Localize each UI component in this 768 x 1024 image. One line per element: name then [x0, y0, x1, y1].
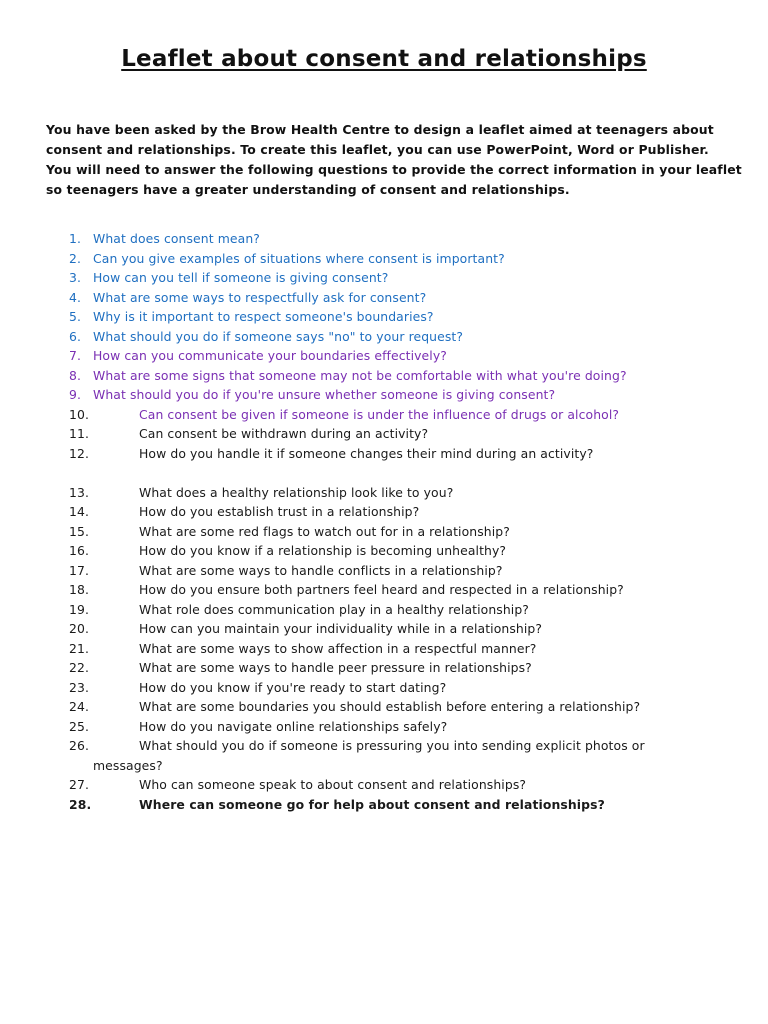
- question-text: Can consent be given if someone is under the influence of drugs or alcohol?: [139, 406, 620, 422]
- question-number: 13.: [69, 484, 90, 500]
- list-item: [0, 600, 768, 620]
- list-item: [0, 736, 768, 775]
- question-text: How can you communicate your boundaries effectively?: [93, 348, 447, 363]
- question-number: 5.: [69, 309, 82, 324]
- list-item: [0, 775, 768, 795]
- list-item: [0, 288, 768, 308]
- question-number: 9.: [69, 387, 82, 402]
- intro-line: so teenagers have a greater understanding of consent and relationships.: [46, 182, 570, 197]
- question-text: Can consent be withdrawn during an activity?: [139, 426, 429, 441]
- list-item: [0, 424, 768, 444]
- list-item: [0, 502, 768, 522]
- list-item: [0, 541, 768, 561]
- question-text: Can you give examples of situations where consent is important?: [93, 250, 505, 266]
- list-item: [0, 249, 768, 269]
- list-item: [0, 229, 768, 249]
- question-number: 7.: [69, 348, 82, 363]
- question-number: 11.: [69, 426, 90, 441]
- list-item: [0, 327, 768, 347]
- question-number: 23.: [69, 679, 90, 695]
- list-item: [0, 444, 768, 464]
- question-number: 4.: [69, 289, 82, 305]
- list-item: [0, 346, 768, 366]
- question-number: 24.: [69, 699, 90, 714]
- question-text: What does a healthy relationship look like to you?: [139, 484, 454, 500]
- question-number: 17.: [69, 562, 90, 578]
- question-number: 16.: [69, 543, 90, 558]
- question-number: 28.: [69, 796, 92, 812]
- list-item: [0, 307, 768, 327]
- intro-line: consent and relationships. To create this leaflet, you can use PowerPoint, Word or Publisher.: [46, 142, 709, 157]
- question-number: 18.: [69, 582, 90, 597]
- question-text: How can you tell if someone is giving consent?: [93, 270, 389, 285]
- list-item: [0, 522, 768, 542]
- list-item: [0, 561, 768, 581]
- question-text: Why is it important to respect someone's boundaries?: [93, 309, 434, 324]
- question-number: 12.: [69, 445, 90, 461]
- question-number: 6.: [69, 328, 82, 344]
- question-text: What are some ways to handle peer pressure in relationships?: [139, 660, 532, 675]
- question-text: What should you do if someone is pressuring you into sending explicit photos or: [139, 738, 645, 753]
- question-text: What are some boundaries you should establish before entering a relationship?: [139, 699, 641, 714]
- question-text: What are some ways to handle conflicts in a relationship?: [139, 562, 503, 578]
- intro-line: You have been asked by the Brow Health Centre to design a leaflet aimed at teenagers about: [46, 122, 714, 137]
- question-text: What should you do if someone says "no" to your request?: [93, 328, 464, 344]
- question-number: 22.: [69, 660, 90, 675]
- list-item: [0, 580, 768, 600]
- question-text: How do you establish trust in a relationship?: [139, 504, 420, 519]
- question-text: How do you navigate online relationships safely?: [139, 718, 448, 734]
- question-text: How do you ensure both partners feel heard and respected in a relationship?: [139, 582, 624, 597]
- question-number: 1.: [69, 231, 82, 246]
- question-text: What does consent mean?: [93, 231, 260, 246]
- question-number: 21.: [69, 640, 90, 656]
- question-text: What are some ways to respectfully ask for consent?: [93, 289, 427, 305]
- question-text: How do you know if you're ready to start dating?: [139, 679, 447, 695]
- intro-line: You will need to answer the following questions to provide the correct information in your leaflet: [46, 162, 742, 177]
- list-item: [0, 483, 768, 503]
- question-text: How can you maintain your individuality while in a relationship?: [139, 621, 543, 636]
- intro-paragraph: [46, 120, 742, 200]
- question-number: 2.: [69, 250, 82, 266]
- question-number: 8.: [69, 367, 82, 383]
- list-item: [0, 697, 768, 717]
- question-text: Where can someone go for help about consent and relationships?: [139, 796, 605, 812]
- list-item: [0, 795, 768, 815]
- question-number: 26.: [69, 738, 90, 753]
- list-item: [0, 385, 768, 405]
- question-text: How do you know if a relationship is becoming unhealthy?: [139, 543, 507, 558]
- question-number: 10.: [69, 406, 90, 422]
- list-item: [0, 405, 768, 425]
- question-text: What role does communication play in a healthy relationship?: [139, 601, 529, 617]
- question-number: 25.: [69, 718, 90, 734]
- question-text: How do you handle it if someone changes their mind during an activity?: [139, 445, 594, 461]
- question-text-continuation: messages?: [93, 757, 163, 773]
- question-number: 14.: [69, 504, 90, 519]
- question-list: [0, 229, 768, 814]
- list-item: [0, 366, 768, 386]
- question-text: Who can someone speak to about consent and relationships?: [139, 777, 527, 792]
- list-item: [0, 639, 768, 659]
- list-item: [0, 619, 768, 639]
- question-text: What are some red flags to watch out for in a relationship?: [139, 523, 510, 539]
- question-text: What are some signs that someone may not be comfortable with what you're doing?: [93, 367, 627, 383]
- list-item: [0, 678, 768, 698]
- list-item: [0, 658, 768, 678]
- question-number: 27.: [69, 777, 90, 792]
- list-item: [0, 717, 768, 737]
- question-number: 19.: [69, 601, 90, 617]
- question-text: What should you do if you're unsure whether someone is giving consent?: [93, 387, 556, 402]
- question-number: 3.: [69, 270, 82, 285]
- question-text: What are some ways to show affection in a respectful manner?: [139, 640, 537, 656]
- question-number: 20.: [69, 621, 90, 636]
- list-item: [0, 268, 768, 288]
- question-number: 15.: [69, 523, 90, 539]
- page-title: Leaflet about consent and relationships: [121, 46, 647, 72]
